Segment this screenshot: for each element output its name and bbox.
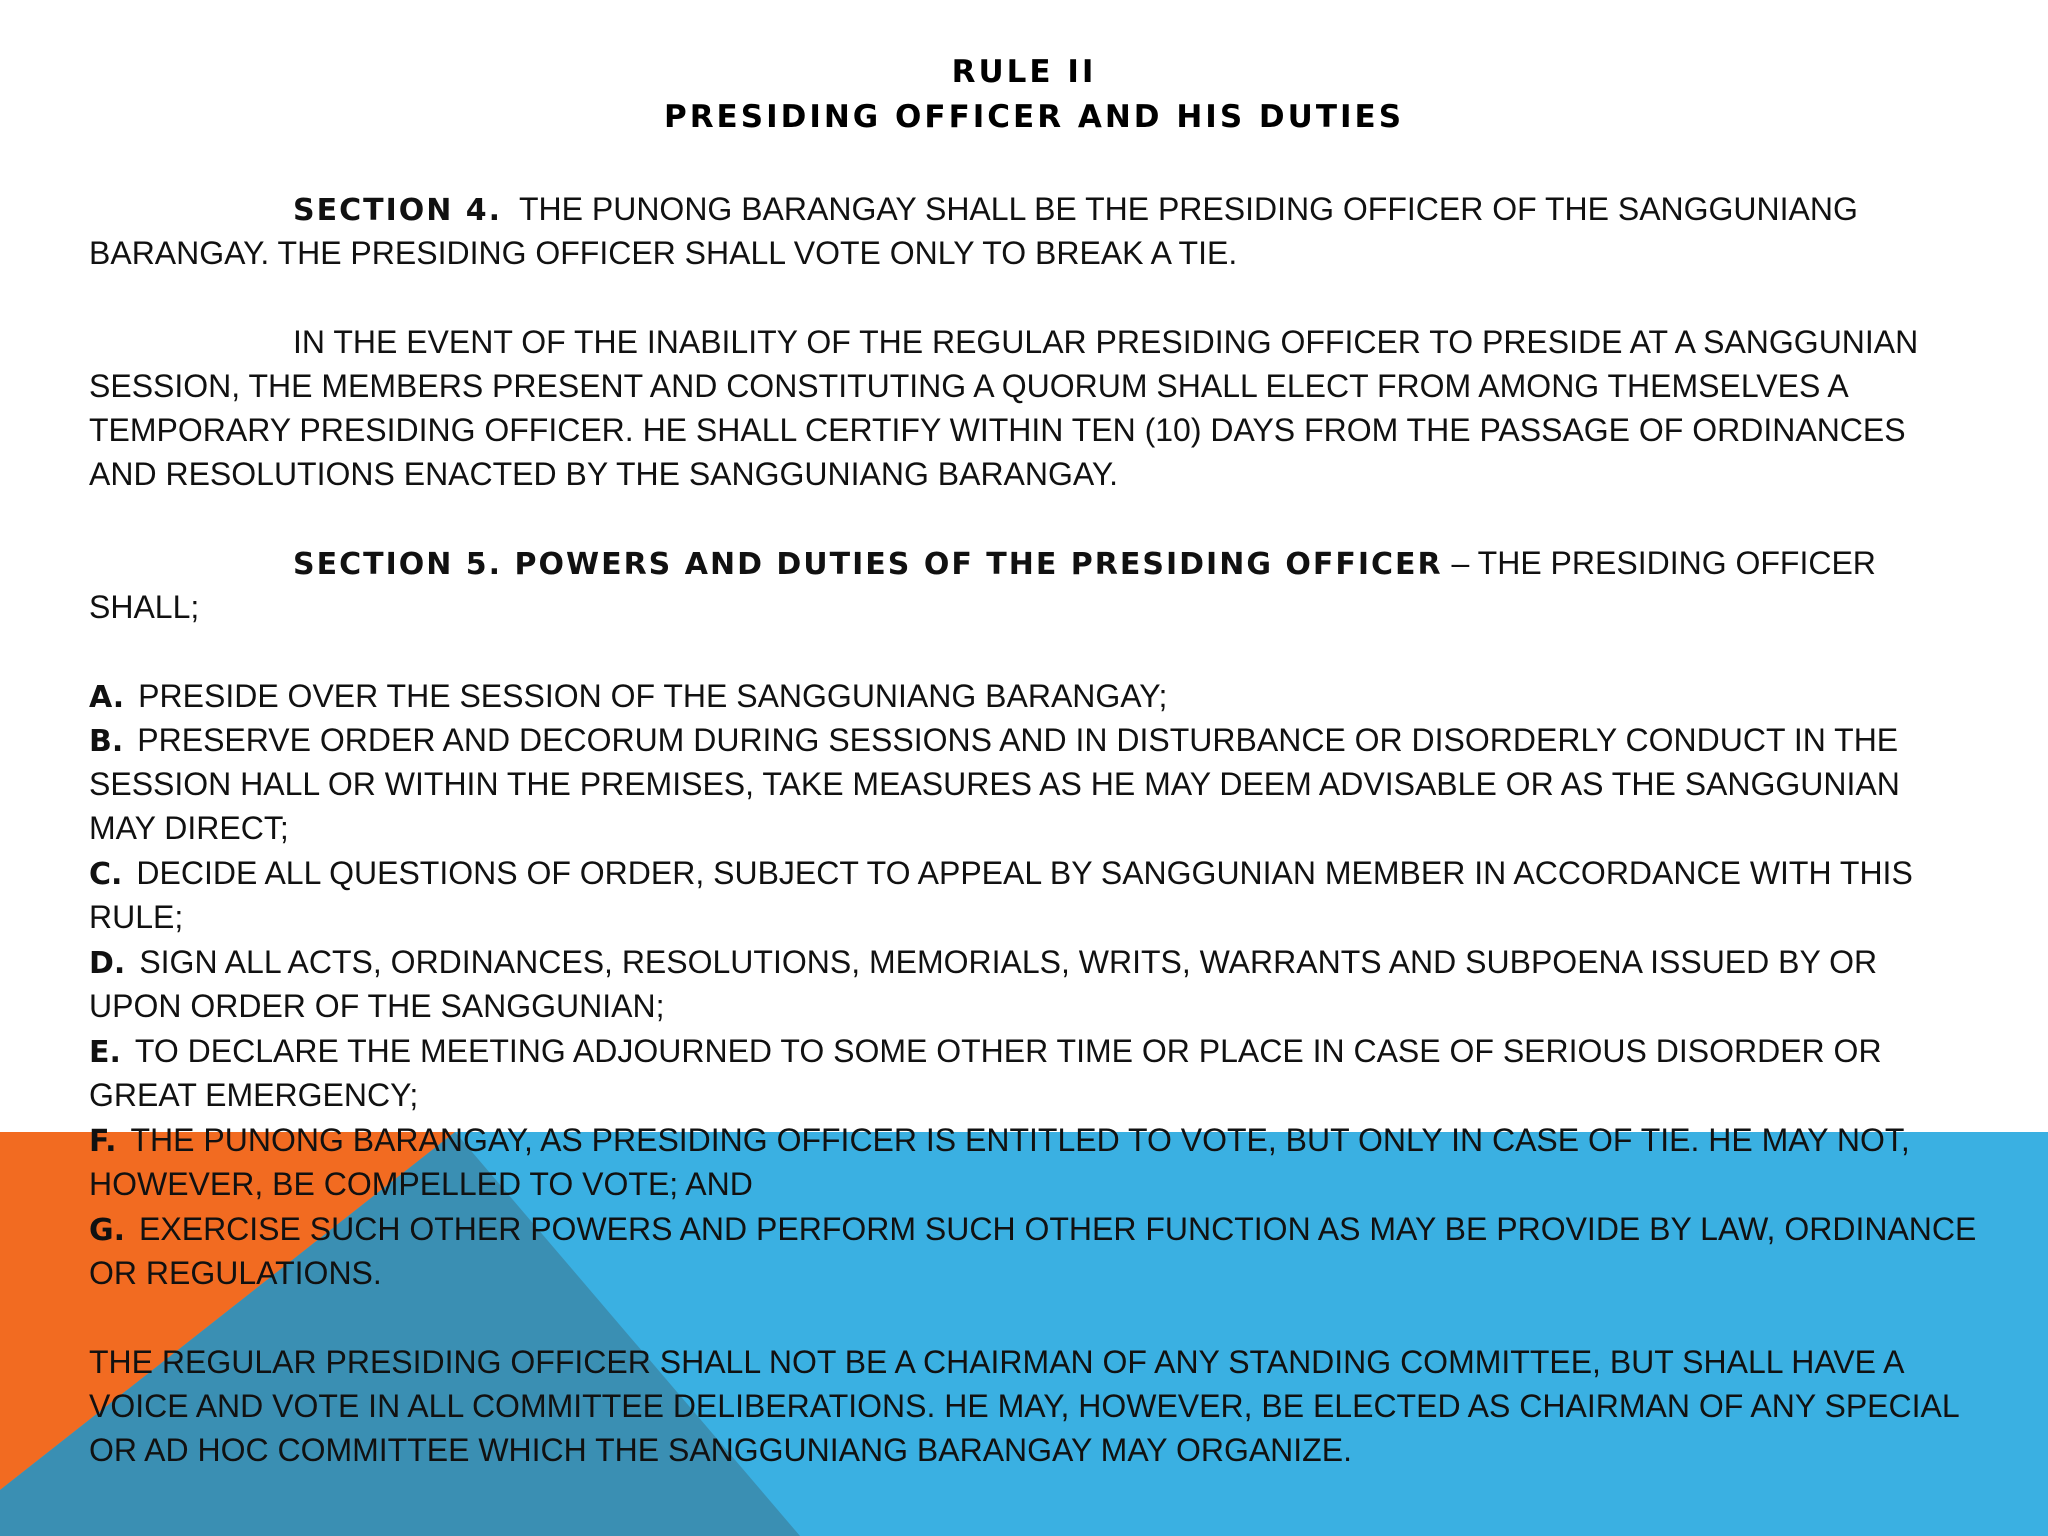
item-g	[89, 1207, 1976, 1253]
item-a-text: PRESIDE OVER THE SESSION OF THE SANGGUNIANG BARANGAY;	[138, 678, 1168, 714]
section-4-para-2-line-3: TEMPORARY PRESIDING OFFICER. HE SHALL CERTIFY WITHIN TEN (10) DAYS FROM THE PASSAGE OF ORDINANCES	[89, 412, 1906, 448]
item-a	[89, 674, 1167, 720]
item-b-line-3: MAY DIRECT;	[89, 810, 289, 846]
item-b	[89, 718, 1898, 764]
item-c-line-2: RULE;	[89, 899, 184, 935]
section-4-line-1	[293, 187, 1858, 233]
item-f-text: THE PUNONG BARANGAY, AS PRESIDING OFFICER IS ENTITLED TO VOTE, BUT ONLY IN CASE OF TIE. HE MAY NOT,	[130, 1122, 1910, 1158]
section-4-line-2: BARANGAY. THE PRESIDING OFFICER SHALL VOTE ONLY TO BREAK A TIE.	[89, 235, 1238, 271]
item-b-text: PRESERVE ORDER AND DECORUM DURING SESSIONS AND IN DISTURBANCE OR DISORDERLY CONDUCT IN THE	[137, 722, 1899, 758]
section-5-label: SECTION 5. POWERS AND DUTIES OF THE PRESIDING OFFICER	[293, 547, 1443, 582]
closing-line-1: THE REGULAR PRESIDING OFFICER SHALL NOT BE A CHAIRMAN OF ANY STANDING COMMITTEE, BUT SHALL HAVE A	[89, 1344, 1905, 1380]
item-c	[89, 851, 1913, 897]
item-c-label: C.	[89, 857, 123, 892]
section-5-line-1	[293, 541, 1876, 587]
item-d-label: D.	[89, 946, 126, 981]
section-4-para-2-line-2: SESSION, THE MEMBERS PRESENT AND CONSTITUTING A QUORUM SHALL ELECT FROM AMONG THEMSELVES A	[89, 368, 1849, 404]
item-f-line-2: HOWEVER, BE COMPELLED TO VOTE; AND	[89, 1166, 753, 1202]
item-f-label: F.	[89, 1124, 117, 1159]
item-e	[89, 1029, 1882, 1075]
item-g-line-2: OR REGULATIONS.	[89, 1255, 382, 1291]
item-g-text: EXERCISE SUCH OTHER POWERS AND PERFORM SUCH OTHER FUNCTION AS MAY BE PROVIDE BY LAW, ORDINANCE	[139, 1211, 1977, 1247]
section-4-para-2-line-1: IN THE EVENT OF THE INABILITY OF THE REGULAR PRESIDING OFFICER TO PRESIDE AT A SANGGUNIAN	[293, 324, 1919, 360]
section-5-text: – THE PRESIDING OFFICER	[1451, 545, 1876, 581]
item-e-label: E.	[89, 1035, 121, 1070]
closing-line-2: VOICE AND VOTE IN ALL COMMITTEE DELIBERATIONS. HE MAY, HOWEVER, BE ELECTED AS CHAIRMAN OF ANY SPECIAL	[89, 1388, 1960, 1424]
item-d-text: SIGN ALL ACTS, ORDINANCES, RESOLUTIONS, MEMORIALS, WRITS, WARRANTS AND SUBPOENA ISSUED BY OR	[139, 944, 1878, 980]
item-c-text: DECIDE ALL QUESTIONS OF ORDER, SUBJECT TO APPEAL BY SANGGUNIAN MEMBER IN ACCORDANCE WITH THIS	[136, 855, 1913, 891]
closing-line-3: OR AD HOC COMMITTEE WHICH THE SANGGUNIANG BARANGAY MAY ORGANIZE.	[89, 1432, 1352, 1468]
item-e-line-2: GREAT EMERGENCY;	[89, 1077, 419, 1113]
section-4-para-2-line-4: AND RESOLUTIONS ENACTED BY THE SANGGUNIANG BARANGAY.	[89, 456, 1118, 492]
rule-subtitle: PRESIDING OFFICER AND HIS DUTIES	[663, 99, 1405, 135]
item-a-label: A.	[89, 680, 125, 715]
item-b-line-2: SESSION HALL OR WITHIN THE PREMISES, TAKE MEASURES AS HE MAY DEEM ADVISABLE OR AS THE SANGGUNIAN	[89, 766, 1900, 802]
rule-title: RULE II	[951, 54, 1097, 90]
item-d-line-2: UPON ORDER OF THE SANGGUNIAN;	[89, 988, 665, 1024]
item-b-label: B.	[89, 724, 124, 759]
item-f	[89, 1118, 1910, 1164]
item-d	[89, 940, 1877, 986]
item-g-label: G.	[89, 1213, 126, 1248]
section-4-text: THE PUNONG BARANGAY SHALL BE THE PRESIDING OFFICER OF THE SANGGUNIANG	[518, 191, 1858, 227]
section-5-line-2: SHALL;	[89, 589, 200, 625]
section-4-label: SECTION 4.	[293, 193, 503, 228]
item-e-text: TO DECLARE THE MEETING ADJOURNED TO SOME OTHER TIME OR PLACE IN CASE OF SERIOUS DISORDER OR	[134, 1033, 1882, 1069]
